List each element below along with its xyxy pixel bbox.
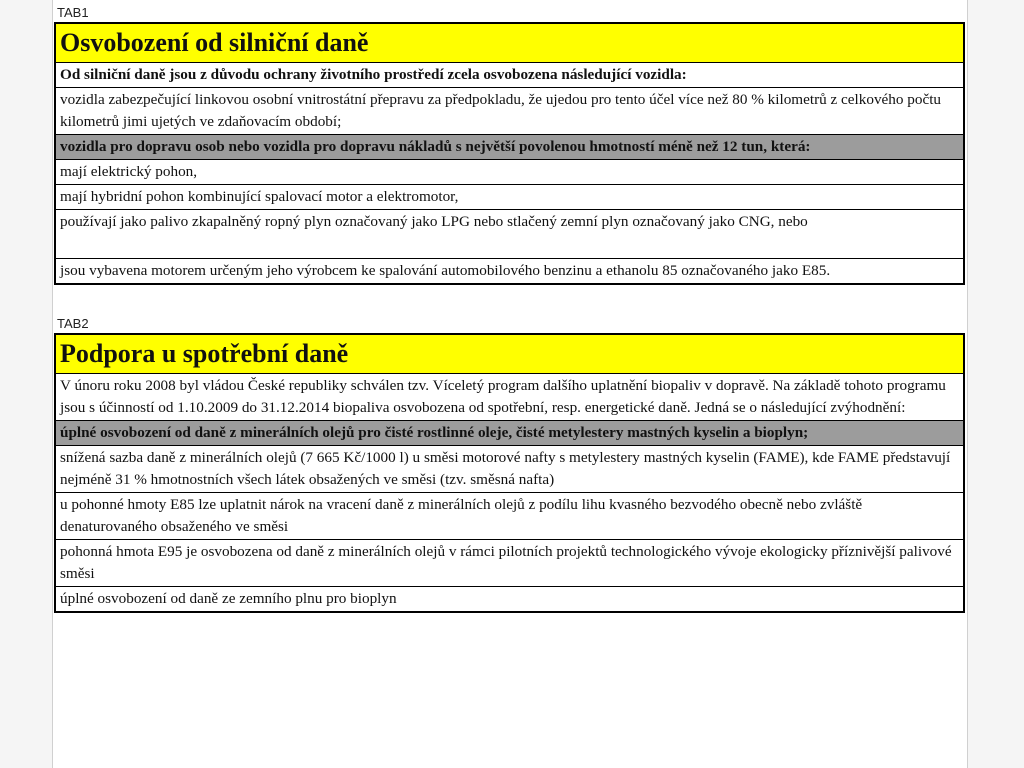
tab1-table (54, 22, 965, 285)
table-gap (53, 285, 967, 311)
tab1-sub-4: jsou vybavena motorem určeným jeho výrobcem ke spalování automobilového benzinu a ethanolu 85 označovaného jako E85. (56, 258, 963, 283)
tab2-table (54, 333, 965, 613)
tab1-sub-1: mají elektrický pohon, (56, 159, 963, 184)
tab2-item-3: pohonná hmota E95 je osvobozena od daně z minerálních olejů v rámci pilotních projektů technologického vývoje ekologicky příznivější palivové směsi (56, 539, 963, 586)
tab2-item-2: u pohonné hmoty E85 lze uplatnit nárok na vracení daně z minerálních olejů z podílu lihu kvasného bezvodého obecně nebo zvláště denaturovaného obsaženého ve směsi (56, 492, 963, 539)
tab2-label: TAB2 (57, 316, 89, 331)
tab1-label: TAB1 (57, 5, 89, 20)
tab2-title: Podpora u spotřební daně (56, 335, 963, 373)
tab1-sub-2: mají hybridní pohon kombinující spalovací motor a elektromotor, (56, 184, 963, 209)
spreadsheet-sheet (52, 0, 968, 768)
tab2-intro: V únoru roku 2008 byl vládou České republiky schválen tzv. Víceletý program dalšího uplatnění biopaliv v dopravě. Na základě tohoto programu jsou s účinností od 1.10.2009 do 31.12.2014 biopaliva osvobozena od spotřební, resp. energetické daně. Jedná se o následující zvýhodnění: (56, 373, 963, 420)
tab2-item-1: snížená sazba daně z minerálních olejů (7 665 Kč/1000 l) u směsi motorové nafty s metylestery mastných kyselin (FAME), kde FAME představují nejméně 31 % hmotnostních všech látek obsažených ve směsi (tzv. směsná nafta) (56, 445, 963, 492)
tab1-item-1: vozidla zabezpečující linkovou osobní vnitrostátní přepravu za předpokladu, že ujedou pro tento účel více než 80 % kilometrů z celkového počtu kilometrů jimi ujetých ve zdaňovacím období; (56, 87, 963, 134)
tab1-intro: Od silniční daně jsou z důvodu ochrany životního prostředí zcela osvobozena následující vozidla: (56, 62, 963, 87)
tab1-group-header: vozidla pro dopravu osob nebo vozidla pro dopravu nákladů s největší povolenou hmotností méně než 12 tun, která: (56, 134, 963, 159)
tab1-sub-3: používají jako palivo zkapalněný ropný plyn označovaný jako LPG nebo stlačený zemní plyn označovaný jako CNG, nebo (56, 209, 963, 258)
tab2-group-header: úplné osvobození od daně z minerálních olejů pro čisté rostlinné oleje, čisté metylestery mastných kyselin a bioplyn; (56, 420, 963, 445)
tab2-item-4: úplné osvobození od daně ze zemního plnu pro bioplyn (56, 586, 963, 611)
tab1-title: Osvobození od silniční daně (56, 24, 963, 62)
